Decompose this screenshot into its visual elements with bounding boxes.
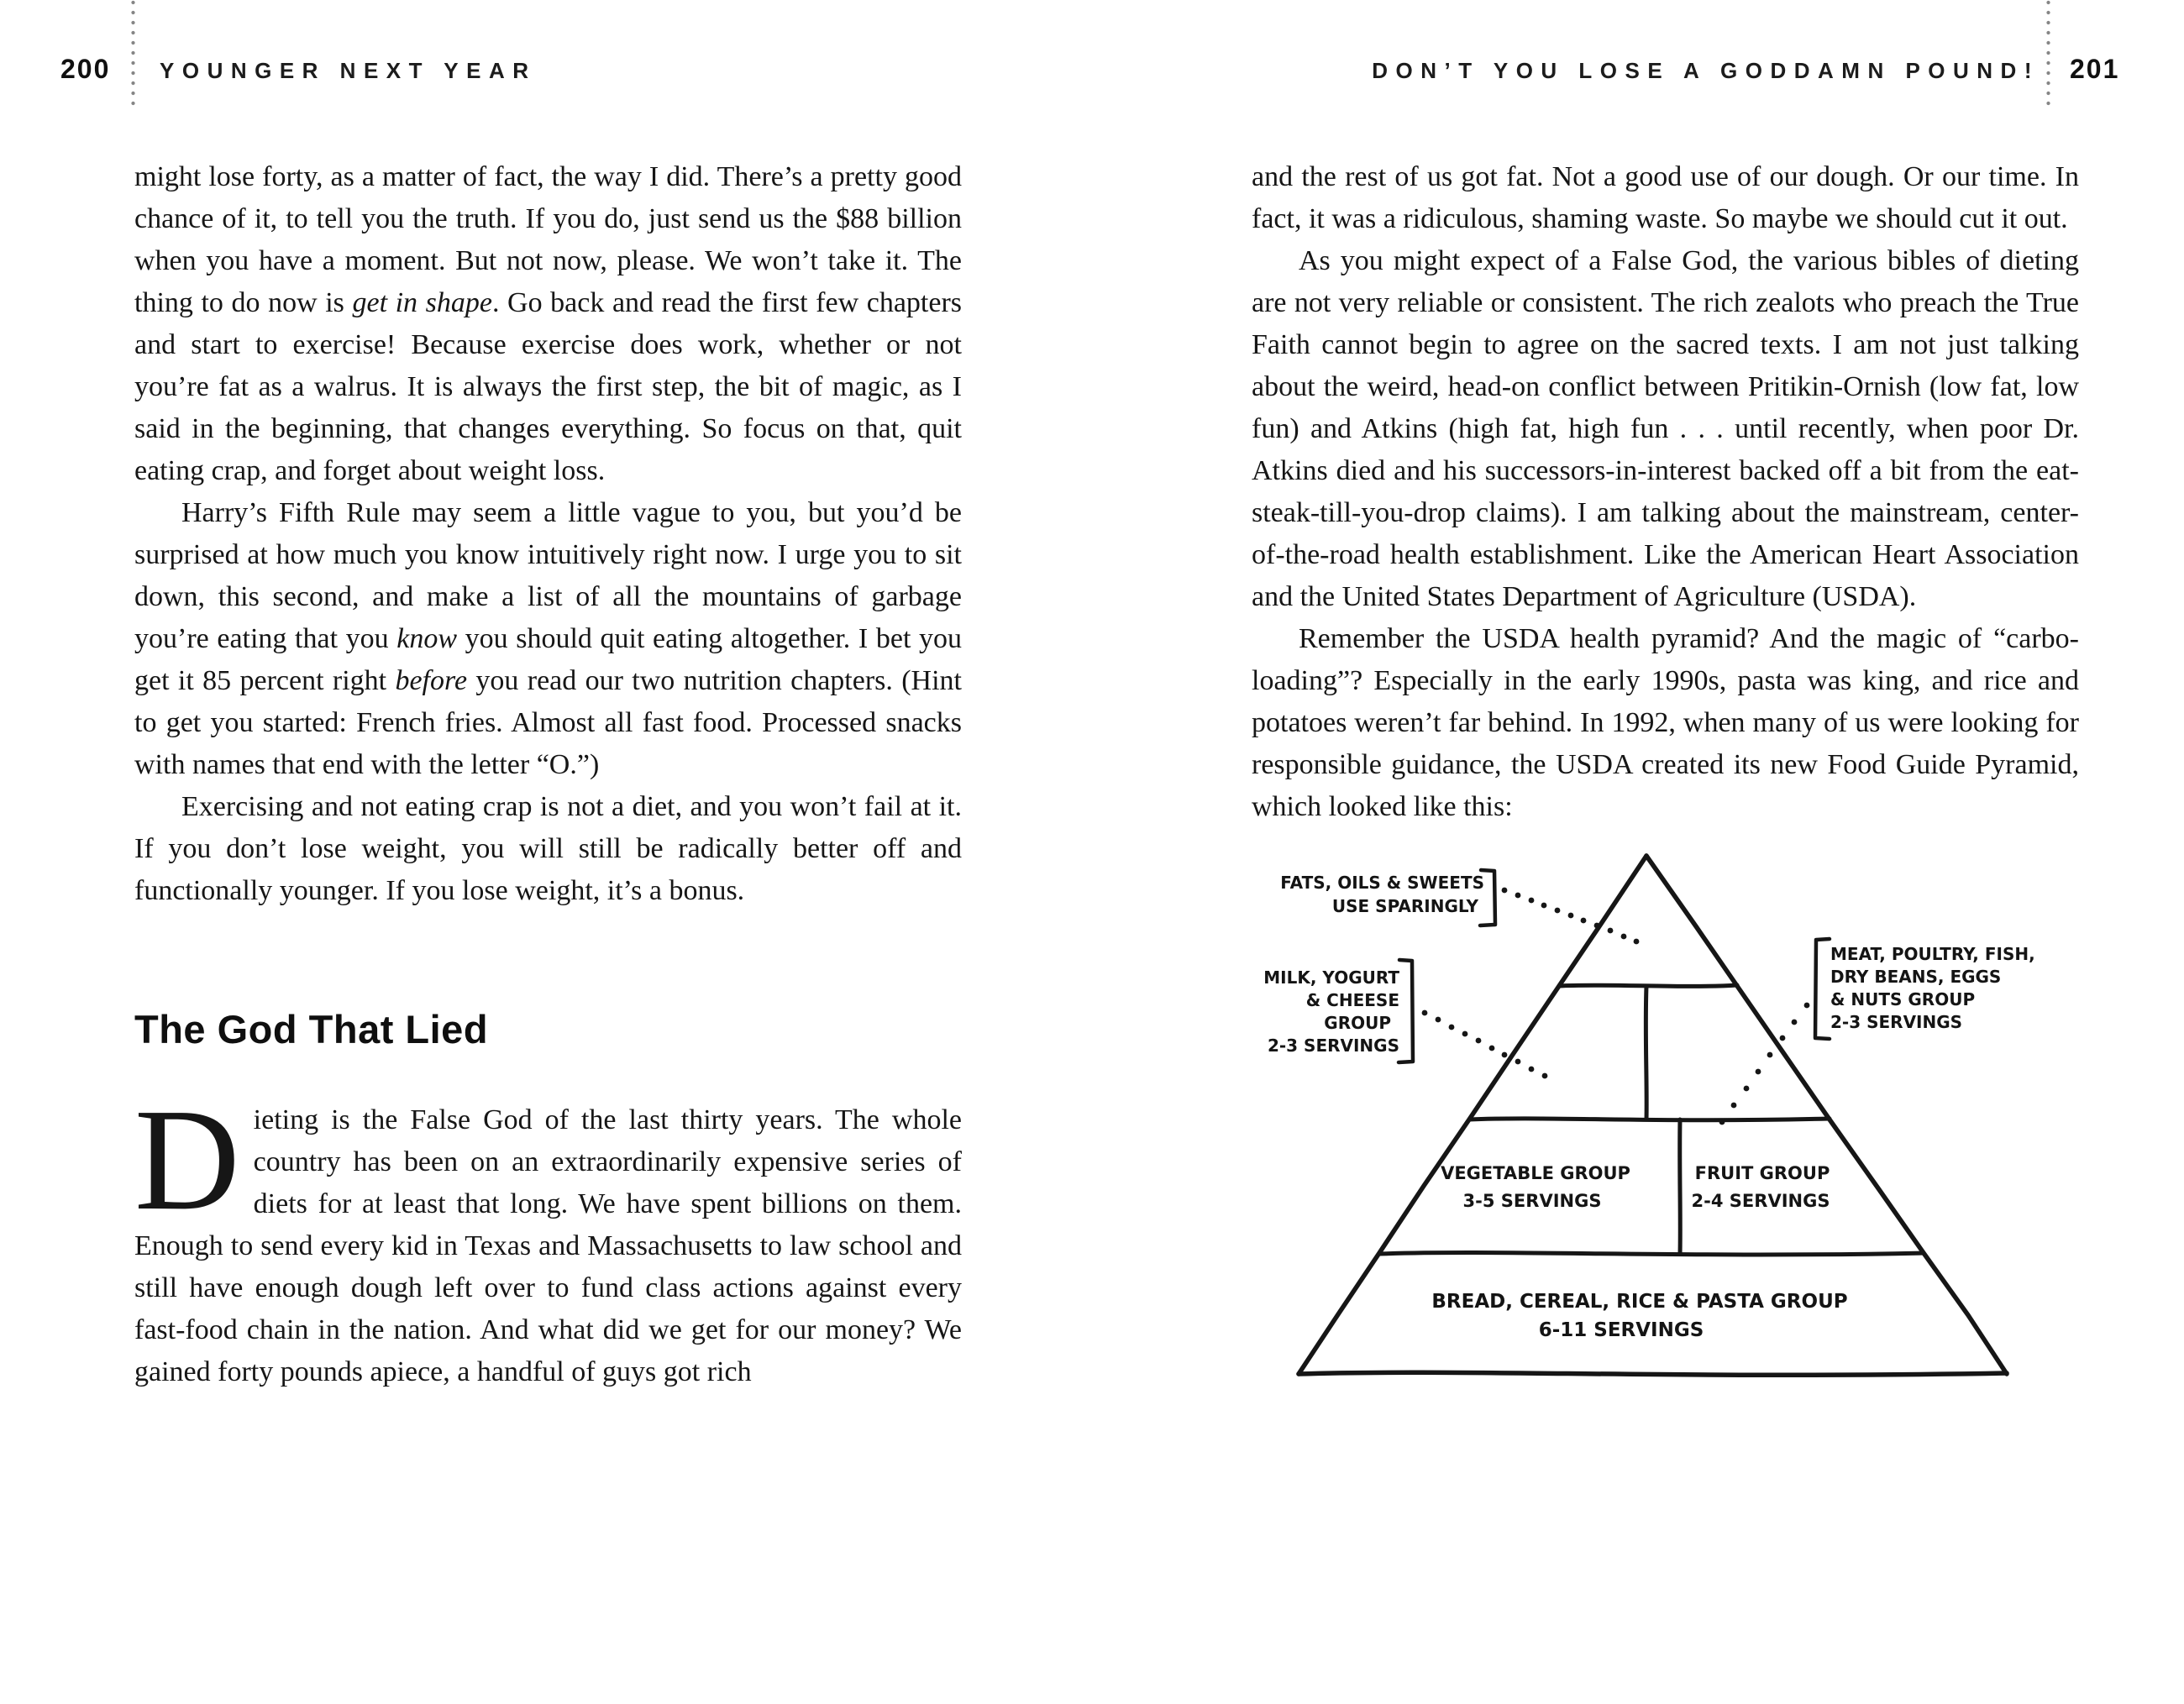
milk-bracket [1399,960,1413,1062]
paragraph: Remember the USDA health pyramid? And the magic of “carbo-loading”? Especially in the early 1990s, pasta was king, and rice and potatoes weren’t far behind. In 1992, when many of us were looking for responsible guidance, the USDA created its new Food Guide Pyramid, which looked like this: [1252,623,2079,822]
left-page-body [134,156,962,1393]
drop-cap: D [134,1078,240,1240]
milk-label-line1: MILK, YOGURT [1263,967,1399,988]
meat-leader-dots [1719,1003,1810,1125]
dotted-rule-left [131,0,135,111]
milk-yogurt-cheese-label [1263,960,1413,1062]
bread-label-line1: BREAD, CEREAL, RICE & PASTA GROUP [1431,1291,1848,1313]
fats-label-line2: USE SPARINGLY [1331,896,1478,916]
paragraph: Harry’s Fifth Rule may seem a little vague to you, but you’d be surprised at how much you know intuitively right now. I urge you to sit down, this second, and make a list of all the mountains of garbage you’re eating that you know you should quit eating altogether. I bet you get it 85 percent right before you read our two nutrition chapters. (Hint to get you started: French fries. Almost all fast food. Processed snacks with names that end with the letter “O.”) [134,497,962,780]
page-number-left: 200 [60,54,111,84]
milk-label-line3: GROUP [1324,1013,1391,1033]
section-heading: The God That Lied [134,1007,489,1051]
bread-label-line2: 6-11 SERVINGS [1538,1319,1704,1341]
meat-label-line3: & NUTS GROUP [1830,989,1976,1009]
paragraph: might lose forty, as a matter of fact, the way I did. There’s a pretty good chance of it, to tell you the truth. If you do, just send us the $88 billion when you have a moment. But not now, please. We won’t take it. The thing to do now is get in shape. Go back and read the first few chapters and start to exercise! Because exercise does work, whether or not you’re fat as a walrus. It is always the first step, the bit of magic, as I said in the beginning, that changes everything. So focus on that, quit eating crap, and forget about weight loss. [134,161,963,486]
dropcap-paragraph [134,1078,962,1393]
meat-label-line2: DRY BEANS, EGGS [1830,967,2002,987]
paragraph-text: ieting is the False God of the last thirty years. The whole country has been on an extraordinarily expensive series of diets for at least that long. We have spent billions on them. Enough to send every kid in Texas and Massachusetts to law school and still have enough dough left over to fund class actions against every fast-food chain in the nation. And what did we get for our money? We gained forty pounds apiece, a handful of guys got rich [134,1104,962,1387]
right-page-body [1252,156,2079,1386]
fruit-label-line2: 2-4 SERVINGS [1691,1191,1830,1211]
meat-label-line1: MEAT, POULTRY, FISH, [1830,944,2035,964]
fats-oils-sweets-label [1280,870,1495,925]
meat-poultry-fish-label [1815,939,2035,1039]
fruit-label-line1: FRUIT GROUP [1694,1163,1830,1183]
dotted-rule-right [2046,0,2050,111]
fats-label-line1: FATS, OILS & SWEETS [1280,873,1484,893]
milk-label-line2: & CHEESE [1305,990,1399,1010]
running-head-left: YOUNGER NEXT YEAR [160,58,537,83]
bread-group-label [1431,1291,1847,1341]
meat-bracket [1815,939,1830,1039]
paragraph: and the rest of us got fat. Not a good use of our dough. Or our time. In fact, it was a ridiculous, shaming waste. So maybe we should cut it out. [1252,161,2079,234]
vegetable-label-line1: VEGETABLE GROUP [1441,1163,1630,1183]
food-guide-pyramid-illustration [1252,831,2079,1386]
milk-label-line4: 2-3 SERVINGS [1267,1036,1399,1056]
vegetable-label-line2: 3-5 SERVINGS [1462,1191,1602,1211]
paragraph: As you might expect of a False God, the various bibles of dieting are not very reliable or consistent. The rich zealots who preach the True Faith cannot begin to agree on the sacred texts. I am not just talking about the weird, head-on conflict between Pritikin-Ornish (low fat, low fun) and Atkins (high fat, high fun . . . until recently, when poor Dr. Atkins died and his successors-in-interest backed off a bit from the eat-steak-till-you-drop claims). I am talking about the mainstream, center-of-the-road health establishment. Like the American Heart Association and the United States Department of Agriculture (USDA). [1252,245,2079,612]
running-head-right: DON’T YOU LOSE A GODDAMN POUND! [1372,58,2040,83]
vegetable-group-label [1441,1163,1630,1211]
fruit-group-label [1692,1163,1830,1211]
milk-leader-dots [1422,1010,1548,1079]
paragraph: Exercising and not eating crap is not a diet, and you won’t fail at it. If you don’t lose weight, you will still be radically better off and functionally younger. If you lose weight, it’s a bonus. [134,791,962,906]
page-number-right: 201 [2070,54,2120,84]
meat-label-line4: 2-3 SERVINGS [1830,1012,1963,1032]
